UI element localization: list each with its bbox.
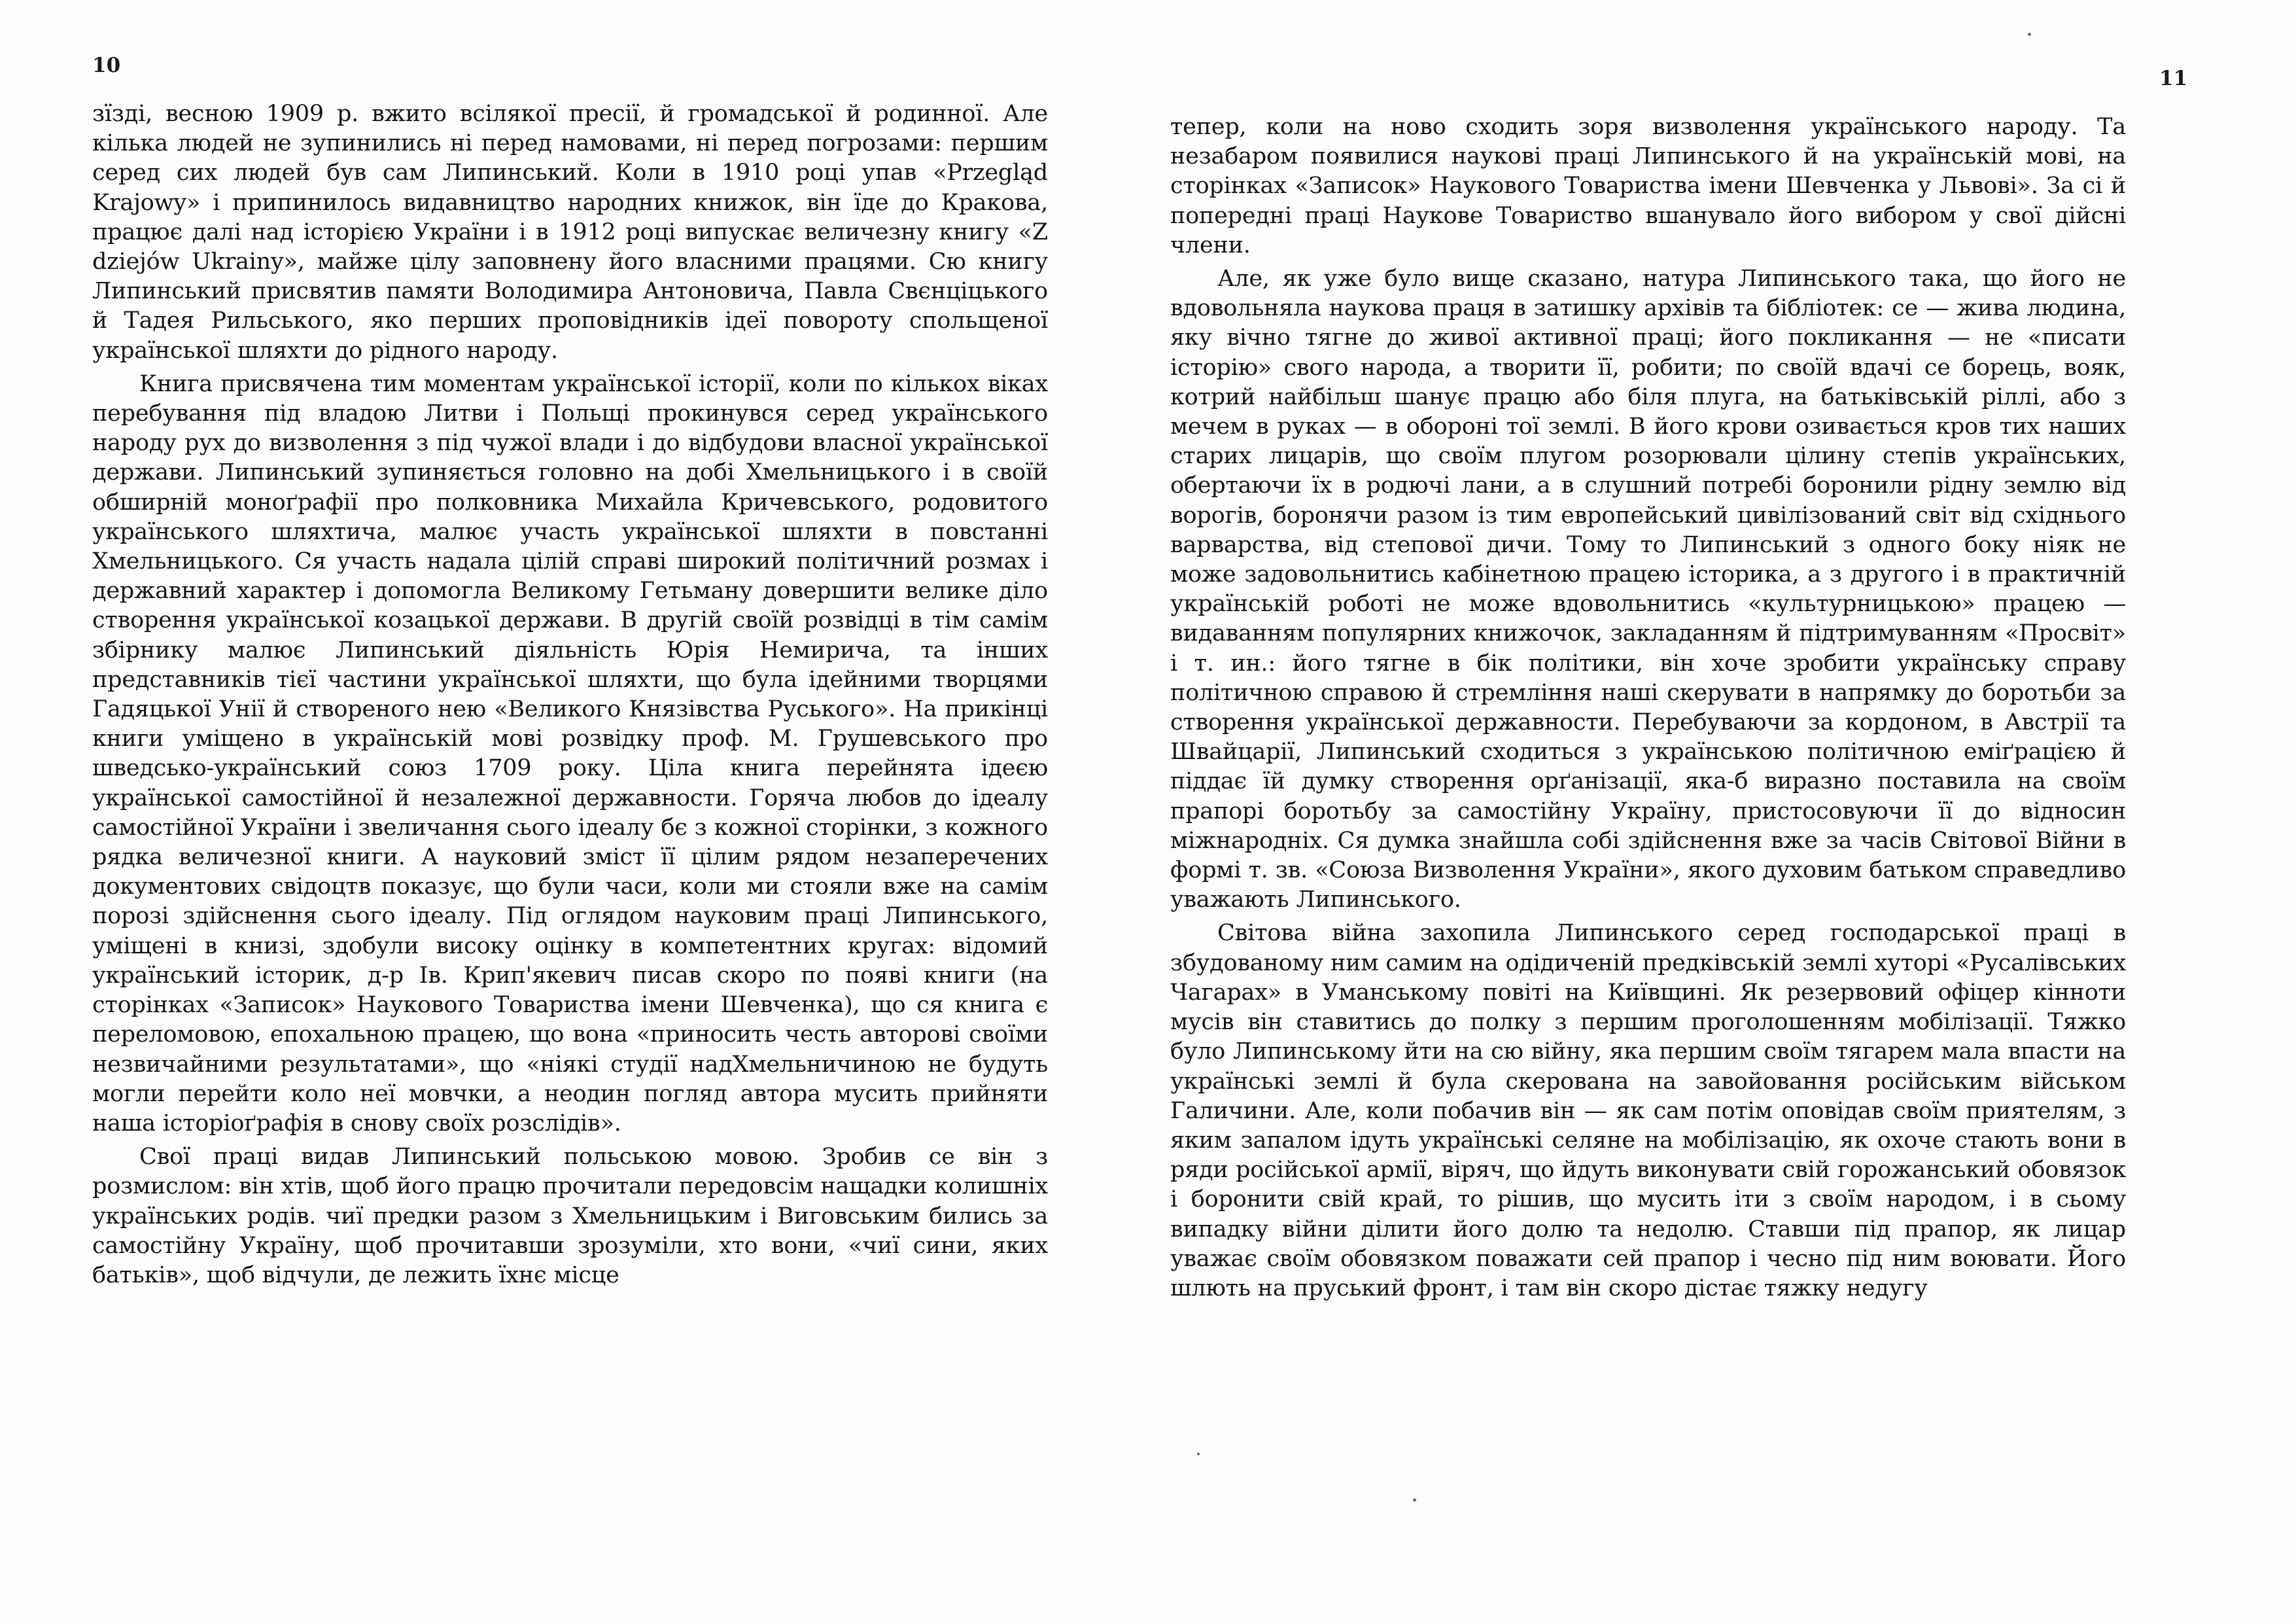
- ink-speck: [1197, 1453, 1200, 1455]
- page-number: 10: [92, 54, 121, 77]
- right-page: [1148, 0, 2296, 1624]
- page-number: 11: [2159, 67, 2188, 90]
- paragraph: Книга присвячена тим моментам української історії, коли по кількох віках перебування під владою Литви і Польщі прокинувся серед українського народу рух до визволення з під чужої влади і до відбудови власної української держави. Липинський зупиняється головно на добі Хмельницького і в своїй обширній моноґрафії про полковника Михайла Кричевського, родовитого українського шляхтича, малює участь української шляхти в повстанні Хмельницького. Ся участь надала цілій справі широкий політичний розмах і державний характер і допомогла Великому Гетьману довершити велике діло створення української козацької держави. В другій своїй розвідці в тім самім збірнику малює Липинський діяльність Юрія Немирича, та інших представників тієї частини української шляхти, що була ідейними творцями Гадяцької Унії й створеного нею «Великого Князівства Руського». На прикінці книги уміщено в українській мові розвідку проф. М. Грушевського про шведсько-український союз 1709 року. Ціла книга перейнята ідеєю української самостійної й незалежної державности. Горяча любов до ідеалу самостійної України і звеличання сього ідеалу бє з кожної сторінки, з кожного рядка величезної книги. А науковий зміст її цілим рядом незаперечених документових свідоцтв показує, що були часи, коли ми стояли вже на самім порозі здійснення сього ідеалу. Під оглядом науковим праці Липинського, уміщені в книзі, здобули високу оцінку в компетентних кругах: відомий український історик, д-р Ів. Крип'якевич писав скоро по появі книги (на сторінках «Записок» Наукового Товариства імени Шевченка), що ся книга є переломовою, епохальною працею, що вона «приносить честь авторові своїми незвичайними результатами», що «ніякі студії надХмельничиною не будуть могли перейти коло неї мовчки, а неодин погляд автора мусить прийняти наша історіоґрафія в снову своїх розслідів».: [92, 370, 1048, 1137]
- paragraph: Світова війна захопила Липинського серед господарської праці в збудованому ним самим на одідиченій предківській землі хуторі «Русалівських Чагарах» в Уманському повіті на Київщині. Як резервовий офіцер кінноти мусів він ставитись до полку з першим проголошенням мобілізації. Тяжко було Липинському йти на сю війну, яка першим своїм тягарем мала впасти на українські землі й була скерована на завойовання російським військом Галичини. Але, коли побачив він — як сам потім оповідав своїм приятелям, з яким запалом ідуть українські селяне на мобілізацію, як охоче стають вони в ряди російської армії, віряч, що йдуть виконувати свій горожанський обовязок і боронити свій край, то рішив, що мусить іти з своїм народом, і в сьому випадку війни ділити його долю та недолю. Ставши під прапор, як лицар уважає своїм обовязком поважати сей прапор і чесно під ним воювати. Його шлють на пруський фронт, і там він скоро дістає тяжку недугу: [1170, 920, 2126, 1301]
- ink-speck: [2028, 33, 2031, 36]
- page-text: [92, 99, 1048, 1290]
- paragraph: Свої праці видав Липинський польською мовою. Зробив се він з розмислом: він хтів, щоб його працю прочитали передовсім нащадки колишніх українських родів. чиї предки разом з Хмельницьким і Виговським бились за самостійну Україну, щоб прочитавши зрозуміли, хто вони, «чиї сини, яких батьків», щоб відчули, де лежить їхнє місце: [92, 1144, 1048, 1288]
- paragraph: Але, як уже було вище сказано, натура Липинського така, що його не вдовольняла наукова праця в затишку архівів та бібліотек: се — жива людина, яку вічно тягне до живої активної праці; його покликання — не «писати історію» свого народа, а творити її, робити; по своїй вдачі се борець, вояк, котрий найбільш шанує працю або біля плуга, на батьківській ріллі, або з мечем в руках — в обороні тої землі. В його крови озивається кров тих наших старих лицарів, що своїм плугом розорювали цілину степів українських, обертаючи їх в родючі лани, а в слушний потребі боронили рідну землю від ворогів, боронячи разом із тим европейський цивілізований світ від східнього варварства, від степової дичи. Тому то Липинський з одного боку ніяк не може задовольнитись кабінетною працею історика, а з другого і в практичній українській роботі не може вдовольнитись «культурницькою» працею — видаванням популярних книжочок, закладанням й підтримуванням «Просвіт» і т. ин.: його тягне в бік політики, він хоче зробити українську справу політичною справою й стремління наші скерувати в напрямку до боротьби за створення української державности. Перебуваючи за кордоном, в Австрії та Швайцарії, Липинський сходиться з українською політичною еміґрацією й піддає їй думку створення орґанізації, яка-б виразно поставила на своїм прапорі боротьбу за самостійну Україну, пристосовуючи її до відносин міжнародніх. Ся думка знайшла собі здійснення вже за часів Світової Війни в формі т. зв. «Союза Визволення України», якого духовим батьком справедливо уважають Липинського.: [1170, 266, 2126, 913]
- paragraph: зїзді, весною 1909 р. вжито всілякої пресії, й громадської й родинної. Але кілька людей не зупинились ні перед намовами, ні перед погрозами: першим серед сих людей був сам Липинський. Коли в 1910 році упав «Przegląd Krajowy» і припинилось видавництво народних книжок, він їде до Кракова, працює далі над історією України і в 1912 році випускає величезну книгу «Z dziejów Ukrainy», майже цілу заповнену його власними працями. Сю книгу Липинський присвятив памяти Володимира Антоновича, Павла Свєнціцького й Тадея Рильського, яко перших проповідників ідеї повороту спольщеної української шляхти до рідного народу.: [92, 101, 1048, 364]
- ink-speck: [1413, 1498, 1416, 1502]
- page-text: [1170, 113, 2126, 1303]
- paragraph: тепер, коли на ново сходить зоря визволення українського народу. Та незабаром появилися наукові праці Липинського й на українській мові, на сторінках «Записок» Наукового Товариства імени Шевченка у Львові». За сі й попередні праці Наукове Товариство вшанувало його вибором у свої дійсні члени.: [1170, 114, 2126, 258]
